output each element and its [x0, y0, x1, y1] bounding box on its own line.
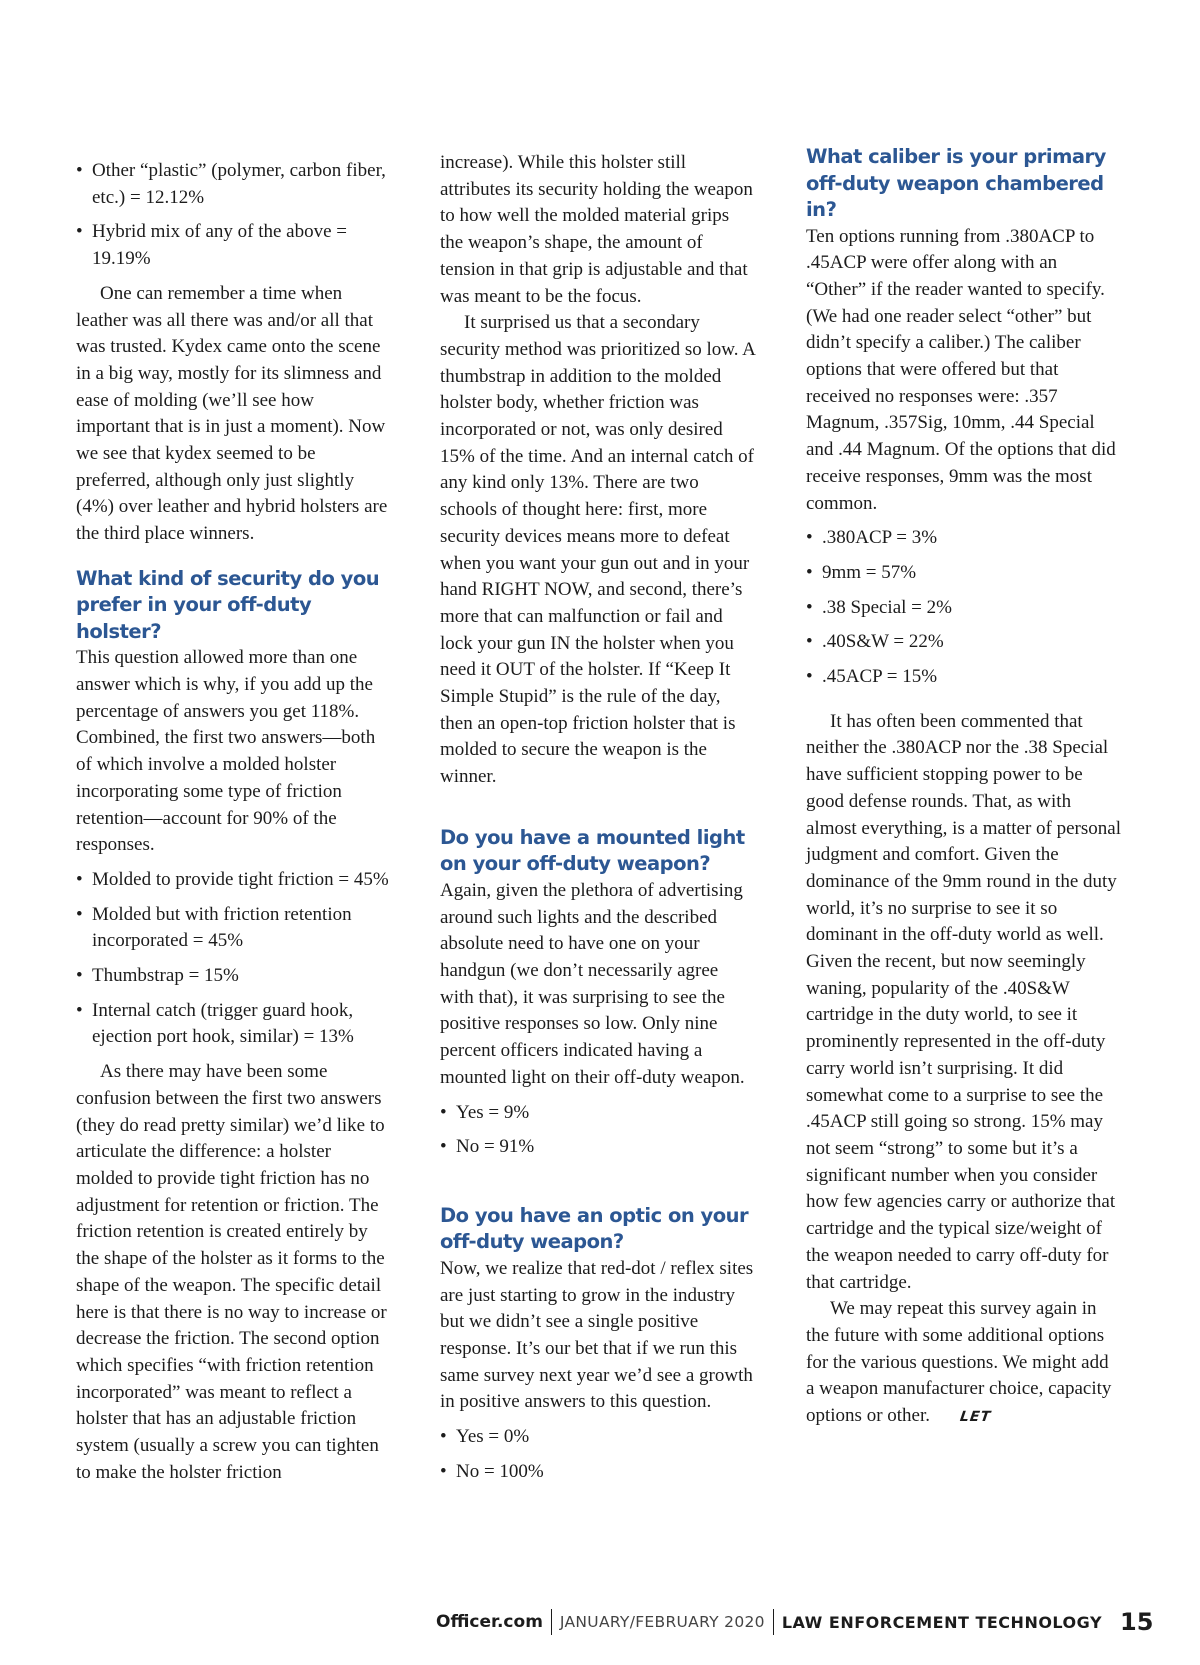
- article-column-1: [76, 150, 391, 1486]
- list-item: • Internal catch (trigger guard hook, ejection port hook, similar) = 13%: [76, 999, 354, 1048]
- list-item: • Hybrid mix of any of the above = 19.19%: [76, 221, 348, 270]
- body-paragraph: We may repeat this survey again in the future with some additional options for the various questions. We might add a weapon manufacturer choice, capacity options or other. LET: [806, 1298, 1112, 1427]
- body-paragraph: increase). While this holster still attributes its security holding the weapon to how well the molded material grips the weapon’s shape, the amount of tension in that grip is adjustable and that was meant to be the focus.: [440, 152, 753, 307]
- body-paragraph: Now, we realize that red-dot / reflex sites are just starting to grow in the industry but we didn’t see a single positive response. It’s our bet that if we run this same survey next year we’d see a growth in positive answers to this question.: [440, 1257, 754, 1413]
- body-paragraph: One can remember a time when leather was all there was and/or all that was trusted. Kydex came onto the scene in a big way, mostly for its slimness and ease of molding (we’ll see how important that is in just a moment). Now we see that kydex seemed to be preferred, although only just slightly (4%) over leather and hybrid holsters are the third place winners.: [76, 282, 388, 545]
- list-item: • Other “plastic” (polymer, carbon fiber, etc.) = 12.12%: [76, 160, 386, 208]
- list-item: • No = 100%: [440, 1460, 544, 1482]
- footer-issue: JANUARY/FEBRUARY 2020: [559, 1613, 765, 1631]
- list-item: • 9mm = 57%: [806, 561, 917, 583]
- footer-magazine: LAW ENFORCEMENT TECHNOLOGY: [781, 1612, 1103, 1632]
- article-column-2: [440, 150, 755, 1494]
- section-heading-caliber: What caliber is your primary off-duty weapon chambered in?: [806, 145, 1106, 221]
- list-item: • Yes = 9%: [440, 1101, 530, 1123]
- list-item: • Thumbstrap = 15%: [76, 965, 239, 987]
- list-item: • No = 91%: [440, 1136, 535, 1158]
- section-heading-mounted-light: Do you have a mounted light on your off-duty weapon?: [440, 825, 745, 876]
- body-paragraph: It surprised us that a secondary security method was prioritized so low. A thumbstrap in addition to the molded holster body, whether friction was incorporated or not, was only desired 15% of the time. And an internal catch of any kind only 13%. There are two schools of thought here: first, more security devices means more to defeat when you want your gun out and in your hand RIGHT NOW, and second, there’s more that can malfunction or fail and lock your gun IN the holster when you need it OUT of the holster. If “Keep It Simple Stupid” is the rule of the day, then an open-top friction holster that is molded to secure the weapon is the winner.: [440, 312, 755, 788]
- page-number: 15: [1120, 1608, 1154, 1636]
- section-heading-optic: Do you have an optic on your off-duty weapon?: [440, 1203, 749, 1254]
- list-item: • Molded to provide tight friction = 45%: [76, 868, 389, 890]
- list-item: • Molded but with friction retention incorporated = 45%: [76, 903, 352, 952]
- article-column-3: [806, 145, 1121, 1430]
- footer-divider: [551, 1609, 552, 1635]
- page-footer: [436, 1608, 1153, 1636]
- footer-site: Officer.com: [436, 1612, 543, 1632]
- list-item: • .45ACP = 15%: [806, 666, 938, 688]
- body-paragraph: This question allowed more than one answer which is why, if you add up the percentage of answers you get 118%. Combined, the first two answers—both of which involve a molded holster incorporating some type of friction retention—account for 90% of the responses.: [76, 647, 376, 856]
- list-item: • .38 Special = 2%: [806, 596, 952, 618]
- footer-divider: [773, 1609, 774, 1635]
- list-item: • .380ACP = 3%: [806, 527, 938, 549]
- let-end-mark-icon: LET: [958, 1408, 993, 1425]
- body-paragraph: As there may have been some confusion between the first two answers (they do read pretty similar) we’d like to articulate the difference: a holster molded to provide tight friction has no adjustment for retention or friction. The friction retention is created entirely by the shape of the holster as it forms to the shape of the weapon. The specific detail here is that there is no way to increase or decrease the friction. The second option which specifies “with friction retention incorporated” was meant to reflect a holster that has an adjustable friction system (usually a screw you can tighten to make the holster friction: [76, 1061, 387, 1483]
- list-item: • Yes = 0%: [440, 1426, 530, 1448]
- section-heading-security: What kind of security do you prefer in your off-duty holster?: [76, 566, 380, 643]
- body-paragraph: Ten options running from .380ACP to .45ACP were offer along with an “Other” if the reader wanted to specify. (We had one reader select “other” but didn’t specify a caliber.) The caliber options that were offered but that received no responses were: .357 Magnum, .357Sig, 10mm, .44 Special and .44 Magnum. Of the options that did receive responses, 9mm was the most common.: [806, 225, 1116, 514]
- list-item: • .40S&W = 22%: [806, 631, 944, 653]
- body-paragraph: It has often been commented that neither the .380ACP nor the .38 Special have sufficient stopping power to be good defense rounds. That, as with almost everything, is a matter of personal judgment and comfort. Given the dominance of the 9mm round in the duty world, it’s no surprise to see it so dominant in the off-duty world as well. Given the recent, but now seemingly waning, popularity of the .40S&W cartridge in the duty world, to see it prominently represented in the off-duty carry world isn’t surprising. It did somewhat come to a surprise to see the .45ACP still going so strong. 15% may not seem “strong” to some but it’s a significant number when you consider how few agencies carry or authorize that cartridge and the typical size/weight of the weapon needed to carry off-duty for that cartridge.: [806, 710, 1121, 1293]
- body-paragraph: Again, given the plethora of advertising around such lights and the described absolute need to have one on your handgun (we don’t necessarily agree with that), it was surprising to see the positive responses so low. Only nine percent officers indicated having a mounted light on their off-duty weapon.: [440, 879, 745, 1088]
